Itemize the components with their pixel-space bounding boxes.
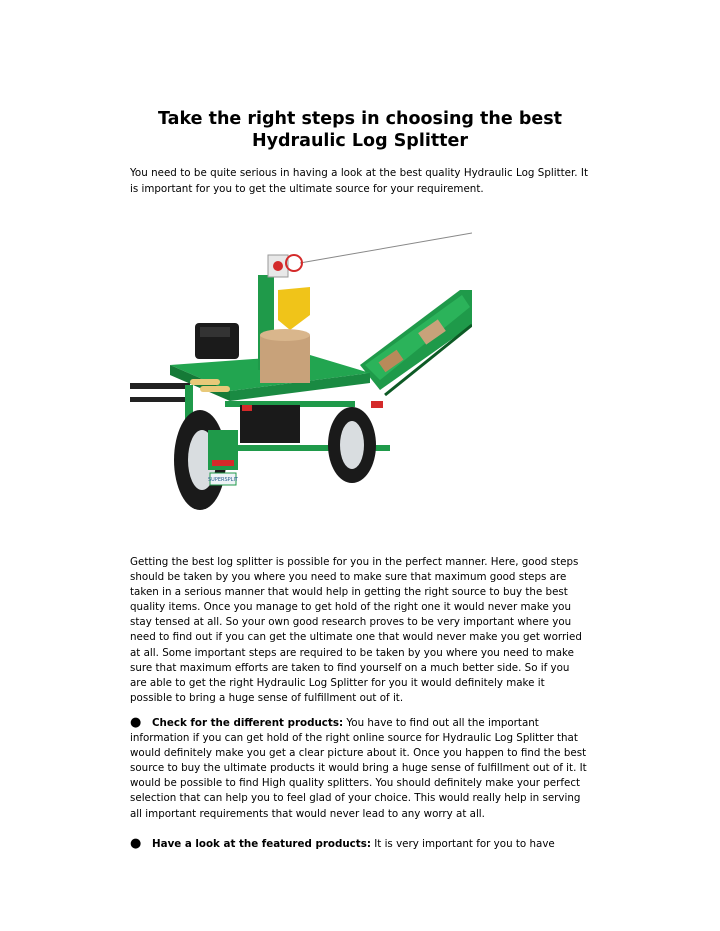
log-splitter-photo xyxy=(130,215,472,537)
main-paragraph: Getting the best log splitter is possible for you in the perfect manner. Here, good steps should be taken by you where you need to make sure that maximum good steps are taken in a serious manner that would help in getting the right source to buy the best quality items. Once you manage to get hold of the right one it would never make you stay tensed at all. So your own good research proves to be very important where you need to find out if you can get the ultimate one that would never make you get worried at all. Some important steps are required to be taken by you where you need to make sure that maximum efforts are taken to find yourself on a much better side. So if you are able to get the right Hydraulic Log Splitter for you it would definitely make it possible to bring a huge sense of fulfillment out of it. xyxy=(130,556,582,704)
bullet-item xyxy=(130,836,588,852)
title-line-1: Take the right steps in choosing the best xyxy=(157,109,563,129)
bullet-symbol: ● xyxy=(130,715,142,730)
bullet-heading: Have a look at the featured products: xyxy=(152,838,371,850)
bullet-text: It is very important for you to have xyxy=(370,838,555,850)
title-line-2: Hydraulic Log Splitter xyxy=(251,131,469,151)
bullet-text: You have to find out all the important information if you can get hold of the right online source for Hydraulic Log Splitter that would definitely make you get a clear picture about it. Once you happen to find the best source to buy the ultimate products it would bring a huge sense of fulfillment out of it. It would be possible to find High quality splitters. You should definitely make your perfect selection that can help you to feel glad of your choice. This would really help in serving all important requirements that would never lead to any worry at all. xyxy=(130,717,587,820)
bullet-item xyxy=(130,715,588,822)
bullet-heading: Check for the different products: xyxy=(152,717,344,729)
intro-paragraph: You need to be quite serious in having a look at the best quality Hydraulic Log Splitter. It is important for you to get the ultimate source for your requirement. xyxy=(130,167,588,195)
photo-brand-label: SUPERSPLIT xyxy=(208,477,238,483)
bullet-symbol: ● xyxy=(130,836,142,851)
document-title xyxy=(130,108,590,152)
